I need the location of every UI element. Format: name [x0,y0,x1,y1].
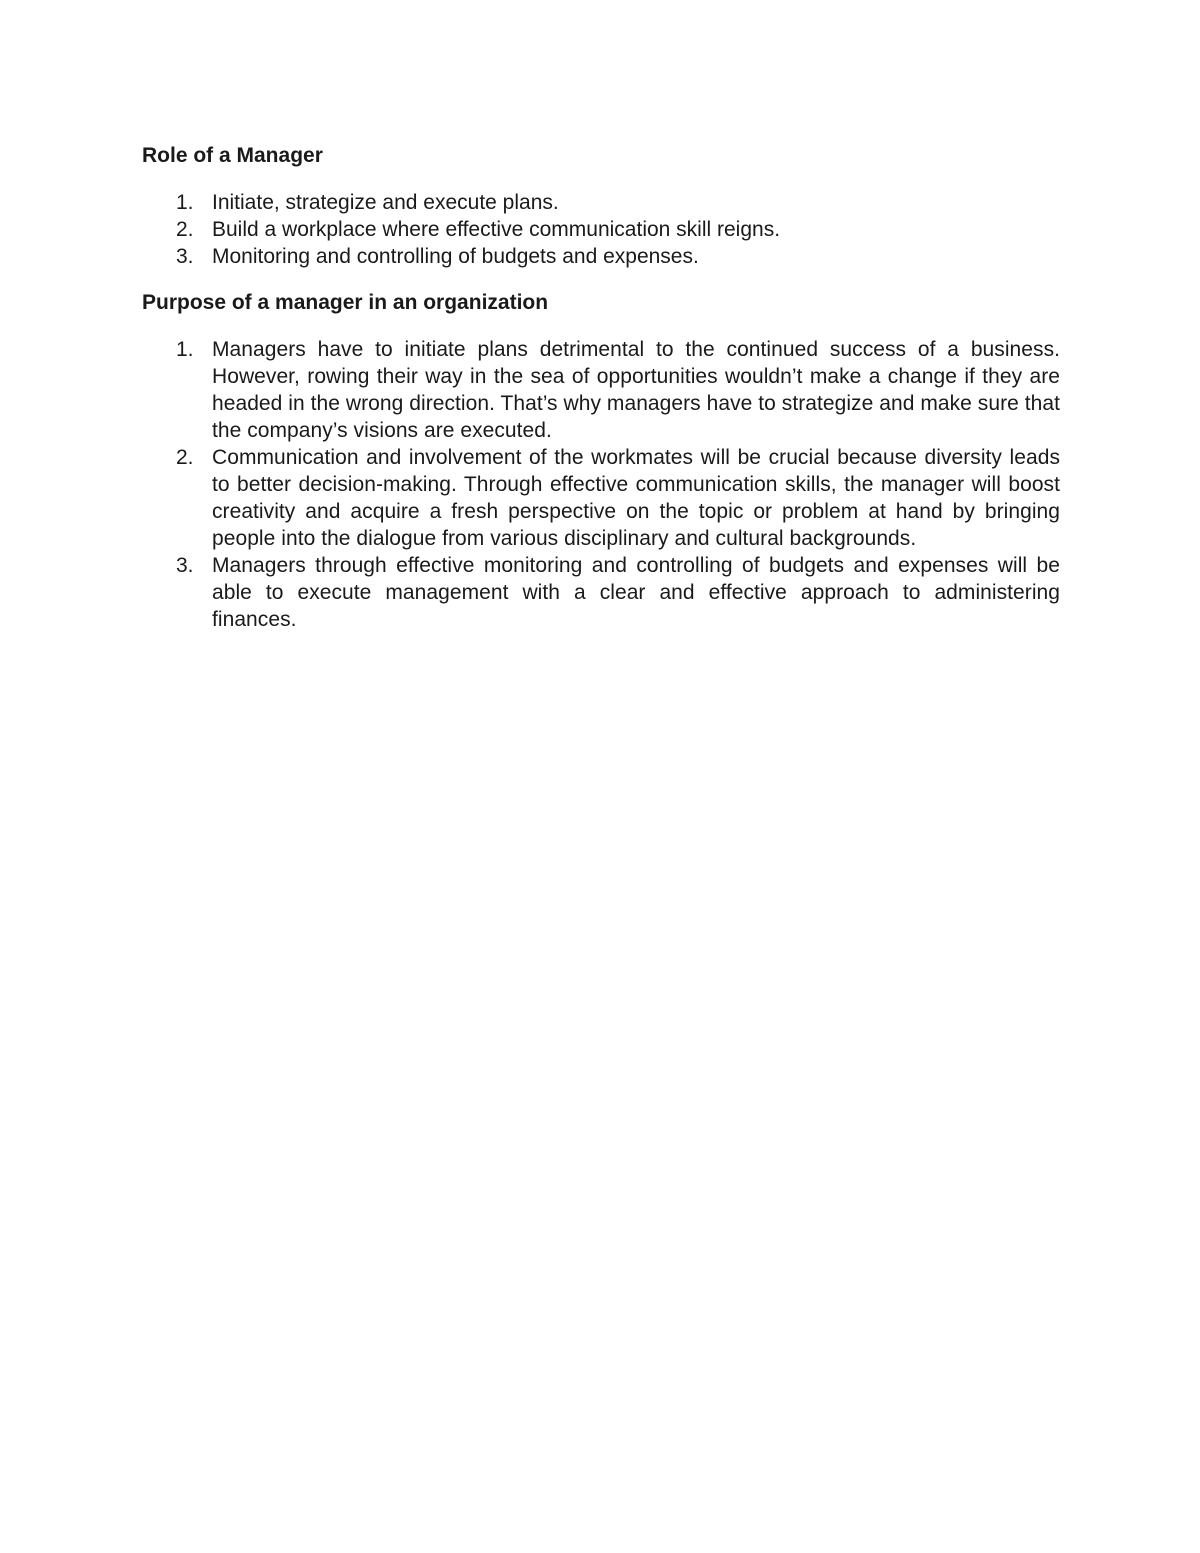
list-item-text: Initiate, strategize and execute plans. [212,191,559,214]
section-heading-role-of-manager: Role of a Manager [142,144,323,167]
list-item-number: 1. [176,338,194,361]
list-item [142,444,1060,552]
list-item-number: 1. [176,191,194,214]
list-item-text: Managers have to initiate plans detrimental to the continued success of a business. However, rowing their way in the sea of opportunities wouldn’t make a change if they are headed in the wrong direction. That’s why managers have to strategize and make sure that the company’s visions are executed. [212,338,1060,442]
list-item-text: Build a workplace where effective communication skill reigns. [212,218,781,241]
list-item-number: 2. [176,446,194,469]
list-item [142,216,1060,243]
list-item-number: 3. [176,554,194,577]
list-item [142,243,1060,270]
list-item-number: 3. [176,245,194,268]
list-item [142,336,1060,444]
list-item-text: Monitoring and controlling of budgets and expenses. [212,245,699,268]
list-item-text: Managers through effective monitoring and controlling of budgets and expenses will be able to execute management with a clear and effective approach to administering finances. [212,554,1060,631]
list-item [142,552,1060,633]
list-item-text: Communication and involvement of the workmates will be crucial because diversity leads to better decision-making. Through effective communication skills, the manager will boost creativity and acquire a fresh perspective on the topic or problem at hand by bringing people into the dialogue from various disciplinary and cultural backgrounds. [212,446,1060,550]
section-heading-purpose-of-manager: Purpose of a manager in an organization [142,291,549,314]
list-item-number: 2. [176,218,194,241]
document-body [142,143,1060,633]
list-item [142,189,1060,216]
purpose-list [142,336,1060,633]
role-list [142,189,1060,270]
